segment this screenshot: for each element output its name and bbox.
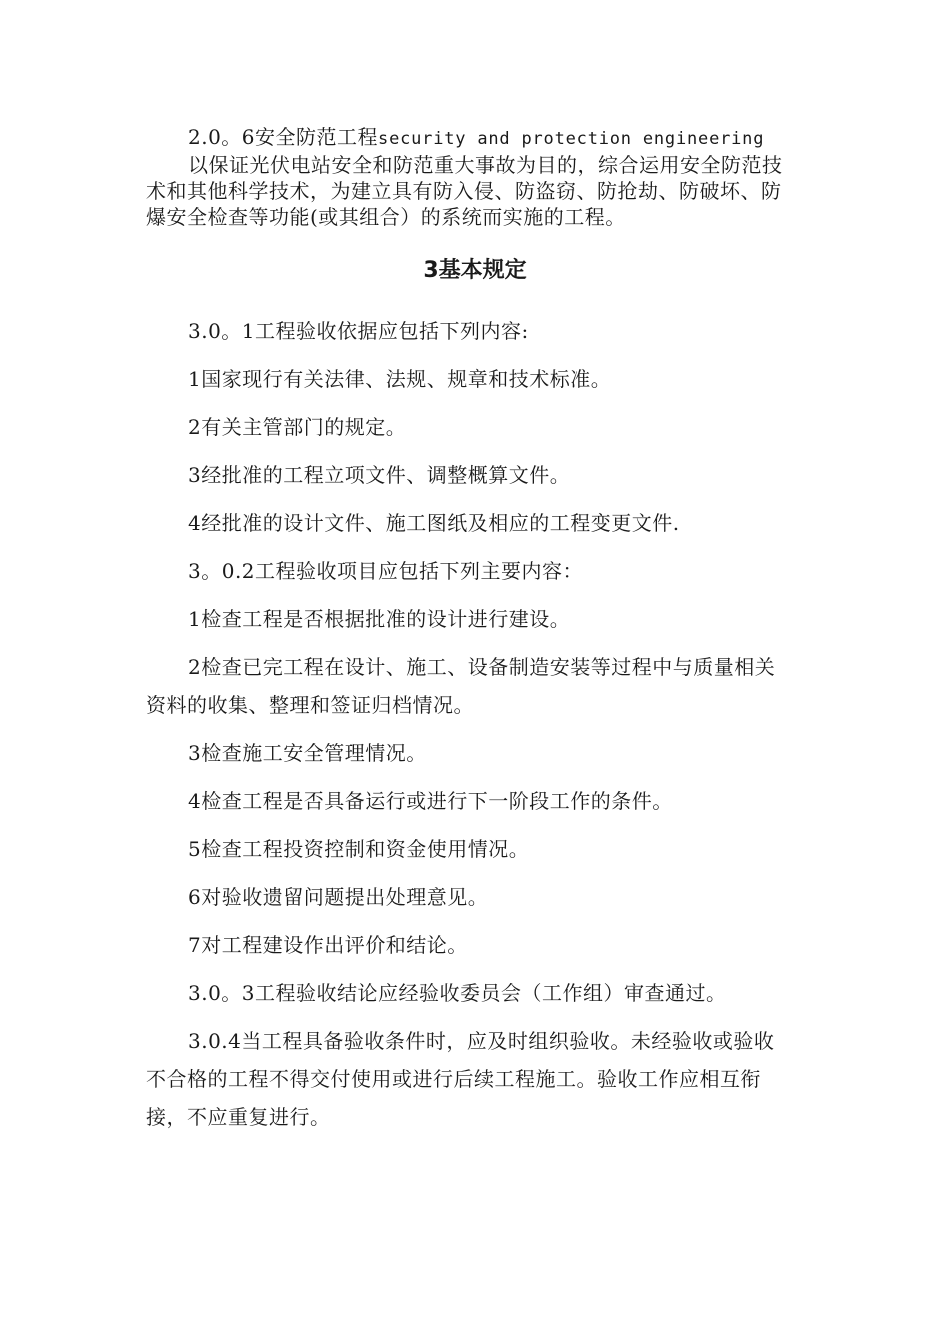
- list-item: 5检查工程投资控制和资金使用情况。: [188, 837, 530, 861]
- term-definition: 以保证光伏电站安全和防范重大事故为目的，综合运用安全防范技术和其他科学技术，为建立具有防入侵、防盗窃、防抢劫、防破坏、防爆安全检查等功能(或其组合）的系统而实施的工程。: [146, 153, 783, 229]
- list-item: 4经批准的设计文件、施工图纸及相应的工程变更文件.: [188, 511, 680, 535]
- clause-3-0-4: 3.0.4当工程具备验收条件时，应及时组织验收。未经验收或验收不合格的工程不得交付使用或进行后续工程施工。验收工作应相互衔接，不应重复进行。: [146, 1029, 775, 1129]
- list-item: 7对工程建设作出评价和结论。: [188, 933, 468, 957]
- chapter-title: 3基本规定: [423, 258, 527, 283]
- term-chinese: 安全防范工程: [255, 125, 379, 149]
- section-2-0-6: [146, 124, 794, 230]
- clause-3-0-1: 3.0。1工程验收依据应包括下列内容:: [188, 319, 529, 343]
- list-item: 1国家现行有关法律、法规、规章和技术标准。: [188, 367, 612, 391]
- list-item: 2有关主管部门的规定。: [188, 415, 407, 439]
- clause-3-0-2: 3。0.2工程验收项目应包括下列主要内容：: [188, 559, 584, 583]
- list-item: 4检查工程是否具备运行或进行下一阶段工作的条件。: [188, 789, 673, 813]
- list-item: 1检查工程是否根据批准的设计进行建设。: [188, 607, 571, 631]
- clause-3-0-3: 3.0。3工程验收结论应经验收委员会（工作组）审查通过。: [188, 981, 727, 1005]
- list-item: 6对验收遗留问题提出处理意见。: [188, 885, 489, 909]
- term-english: security and protection engineering: [378, 129, 765, 149]
- list-item: 2检查已完工程在设计、施工、设备制造安装等过程中与质量相关资料的收集、整理和签证归档情况。: [146, 655, 776, 717]
- list-item: 3检查施工安全管理情况。: [188, 741, 427, 765]
- chapter-body: [146, 312, 794, 1146]
- clause-number: 2.0。6: [188, 125, 256, 149]
- list-item: 3经批准的工程立项文件、调整概算文件。: [188, 463, 571, 487]
- term-heading-line: [146, 124, 794, 152]
